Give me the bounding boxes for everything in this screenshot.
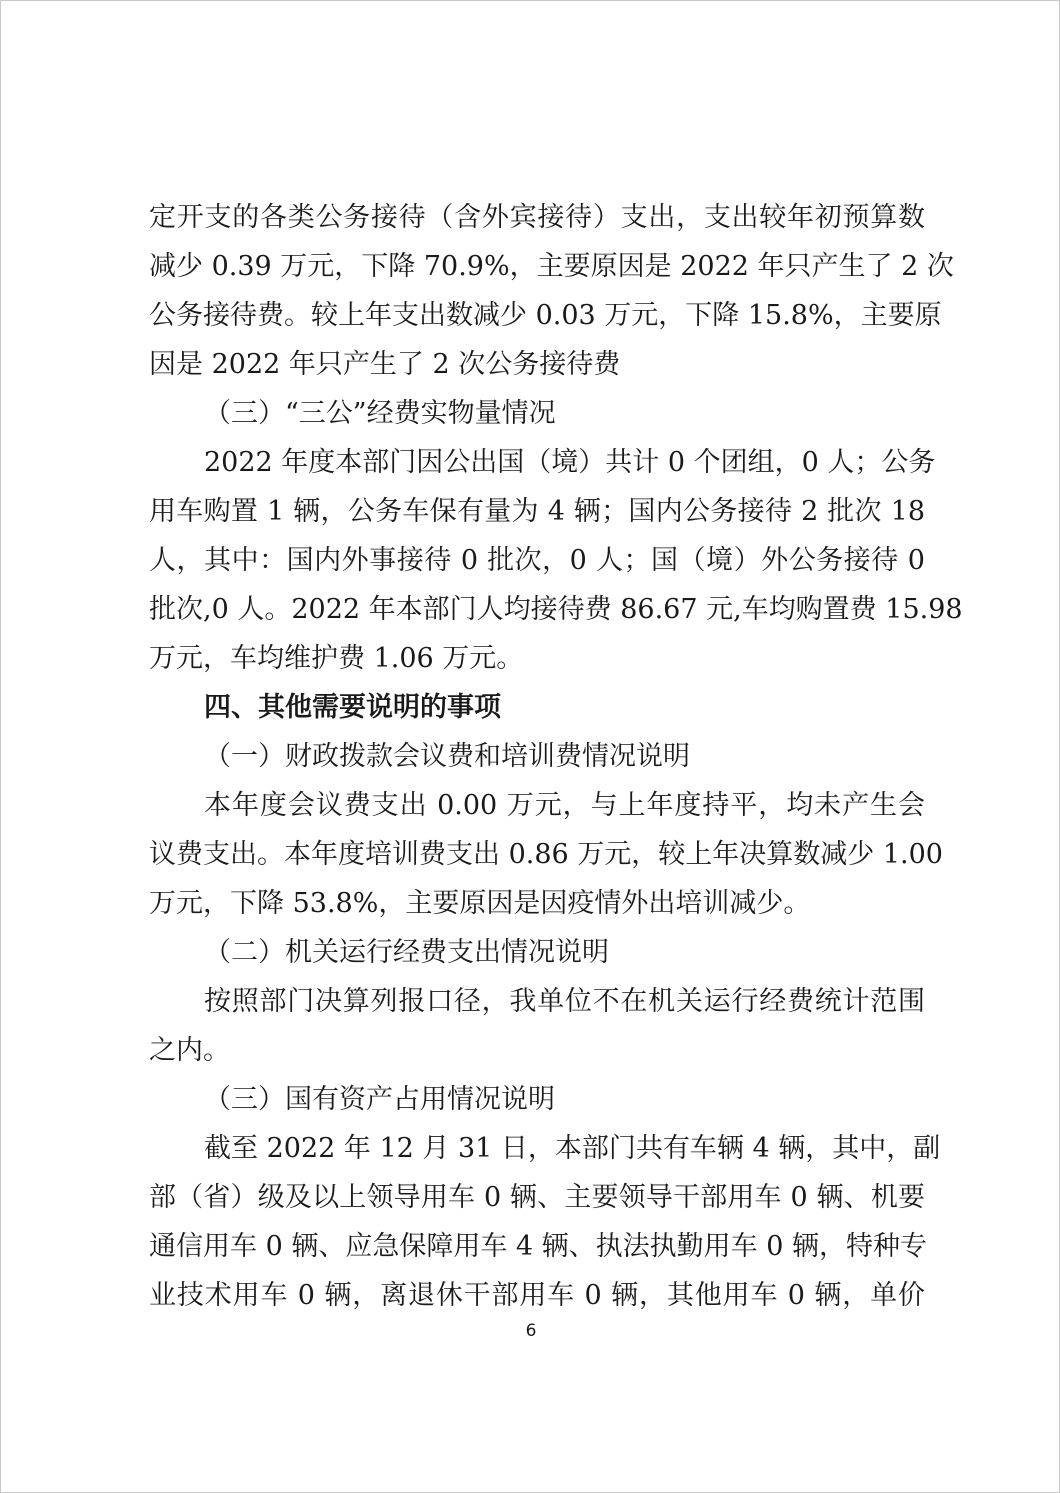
section-heading: （一）财政拨款会议费和培训费情况说明 [204, 741, 690, 772]
section-heading: （三）“三公”经费实物量情况 [204, 398, 556, 429]
paragraph-line: 之内。 [149, 1035, 230, 1066]
paragraph-line: 2022 年度本部门因公出国（境）共计 0 个团组，0 人；公务 [204, 447, 936, 478]
paragraph-line: 因是 2022 年只产生了 2 次公务接待费 [149, 349, 621, 380]
paragraph-line: 定开支的各类公务接待（含外宾接待）支出，支出较年初预算数 [149, 202, 925, 233]
paragraph-line: 批次,0 人。2022 年本部门人均接待费 86.67 元,车均购置费 15.98 [149, 594, 963, 625]
paragraph-line: 万元，下降 53.8%，主要原因是因疫情外出培训减少。 [149, 888, 811, 919]
paragraph-line: 业技术用车 0 辆，离退休干部用车 0 辆，其他用车 0 辆，单价 [149, 1280, 925, 1311]
paragraph-line: 减少 0.39 万元，下降 70.9%，主要原因是 2022 年只产生了 2 次 [149, 251, 954, 282]
paragraph-line: 部（省）级及以上领导用车 0 辆、主要领导干部用车 0 辆、机要 [149, 1182, 925, 1213]
paragraph-line: 按照部门决算列报口径，我单位不在机关运行经费统计范围 [204, 986, 925, 1017]
paragraph-line: 议费支出。本年度培训费支出 0.86 万元，较上年决算数减少 1.00 [149, 839, 943, 870]
page-number: 6 [525, 1321, 537, 1341]
paragraph-line: 万元，车均维护费 1.06 万元。 [149, 643, 524, 674]
chapter-heading: 四、其他需要说明的事项 [204, 692, 501, 723]
paragraph-line: 用车购置 1 辆，公务车保有量为 4 辆；国内公务接待 2 批次 18 [149, 496, 925, 527]
paragraph-line: 公务接待费。较上年支出数减少 0.03 万元，下降 15.8%，主要原 [149, 300, 942, 331]
paragraph-line: 截至 2022 年 12 月 31 日，本部门共有车辆 4 辆，其中，副 [204, 1133, 941, 1164]
section-heading: （三）国有资产占用情况说明 [204, 1084, 555, 1115]
paragraph-line: 人，其中：国内外事接待 0 批次，0 人；国（境）外公务接待 0 [149, 545, 925, 576]
paragraph-line: 通信用车 0 辆、应急保障用车 4 辆、执法执勤用车 0 辆，特种专 [149, 1231, 928, 1262]
paragraph-line: 本年度会议费支出 0.00 万元，与上年度持平，均未产生会 [204, 790, 925, 821]
section-heading: （二）机关运行经费支出情况说明 [204, 937, 609, 968]
